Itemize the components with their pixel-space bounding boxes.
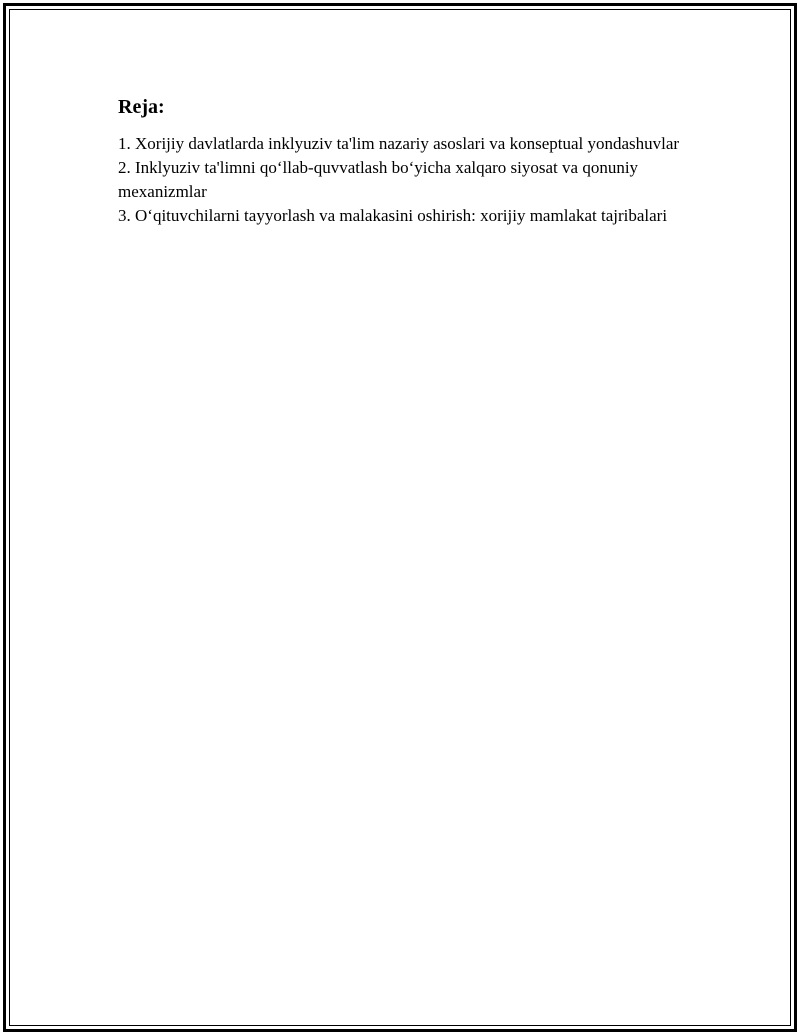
document-content [118, 94, 698, 228]
plan-item-1: 1. Xorijiy davlatlarda inklyuziv ta'lim nazariy asoslari va konseptual yondashuvlar [118, 134, 680, 153]
plan-item-2: 2. Inklyuziv ta'limni qo‘llab-quvvatlash bo‘yicha xalqaro siyosat va qonuniy mexanizmlar [118, 158, 639, 201]
plan-list [118, 132, 698, 228]
plan-heading: Reja: [118, 96, 165, 118]
plan-item-3: 3. O‘qituvchilarni tayyorlash va malakasini oshirish: xorijiy mamlakat tajribalari [118, 206, 668, 225]
